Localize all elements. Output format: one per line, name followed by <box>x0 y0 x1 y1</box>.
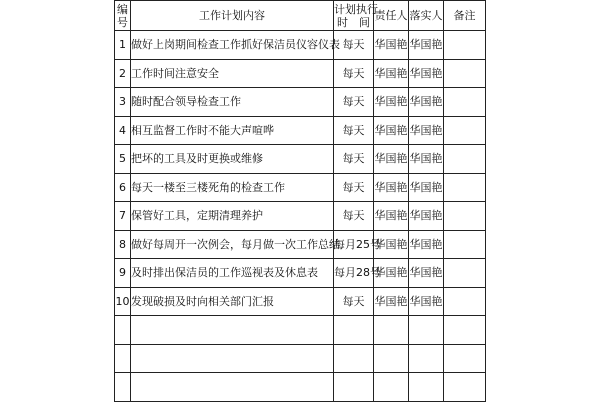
row-execution-time: 每天 <box>334 202 374 231</box>
row-remarks <box>444 116 486 145</box>
row-execution-time <box>334 373 374 402</box>
row-implementer: 华国艳 <box>409 145 444 174</box>
row-responsible-person: 华国艳 <box>374 202 409 231</box>
row-plan-content: 每天一楼至三楼死角的检查工作 <box>131 173 334 202</box>
row-execution-time <box>334 344 374 373</box>
row-execution-time: 每天 <box>334 59 374 88</box>
row-implementer <box>409 344 444 373</box>
table-row <box>115 31 486 60</box>
row-plan-content: 把坏的工具及时更换或维修 <box>131 145 334 174</box>
header-number-line2: 号 <box>117 15 128 29</box>
row-number <box>115 373 131 402</box>
table-row <box>115 259 486 288</box>
work-plan-table <box>114 0 486 402</box>
row-number: 7 <box>115 202 131 231</box>
row-number: 5 <box>115 145 131 174</box>
row-remarks <box>444 31 486 60</box>
table-header-row <box>115 1 486 31</box>
row-implementer: 华国艳 <box>409 116 444 145</box>
row-responsible-person: 华国艳 <box>374 116 409 145</box>
row-remarks <box>444 88 486 117</box>
row-remarks <box>444 145 486 174</box>
row-execution-time: 每天 <box>334 116 374 145</box>
row-number: 4 <box>115 116 131 145</box>
row-number: 1 <box>115 31 131 60</box>
table-row <box>115 344 486 373</box>
row-responsible-person: 华国艳 <box>374 230 409 259</box>
row-implementer <box>409 373 444 402</box>
header-number-line1: 编 <box>117 2 128 16</box>
row-implementer: 华国艳 <box>409 287 444 316</box>
row-implementer: 华国艳 <box>409 88 444 117</box>
row-implementer: 华国艳 <box>409 259 444 288</box>
table-row <box>115 173 486 202</box>
table-row <box>115 316 486 345</box>
header-execution-time <box>334 1 378 31</box>
row-plan-content: 做好每周开一次例会，每月做一次工作总结 <box>131 230 334 259</box>
row-responsible-person <box>374 316 409 345</box>
table-row <box>115 88 486 117</box>
row-remarks <box>444 259 486 288</box>
header-implementer: 落实人 <box>409 1 444 31</box>
row-plan-content: 相互监督工作时不能大声喧哗 <box>131 116 334 145</box>
row-plan-content: 保管好工具，定期清理养护 <box>131 202 334 231</box>
row-plan-content: 工作时间注意安全 <box>131 59 334 88</box>
row-responsible-person: 华国艳 <box>374 287 409 316</box>
header-number <box>115 1 131 31</box>
row-plan-content: 做好上岗期间检查工作抓好保洁员仪容仪表 <box>131 31 334 60</box>
row-plan-content: 及时排出保洁员的工作巡视表及休息表 <box>131 259 334 288</box>
row-plan-content: 随时配合领导检查工作 <box>131 88 334 117</box>
row-number: 9 <box>115 259 131 288</box>
header-remarks: 备注 <box>444 1 486 31</box>
row-responsible-person <box>374 373 409 402</box>
row-implementer: 华国艳 <box>409 173 444 202</box>
row-number <box>115 316 131 345</box>
row-execution-time: 每月25号 <box>334 230 374 259</box>
row-responsible-person: 华国艳 <box>374 88 409 117</box>
row-remarks <box>444 344 486 373</box>
row-plan-content <box>131 373 334 402</box>
row-plan-content: 发现破损及时向相关部门汇报 <box>131 287 334 316</box>
row-responsible-person: 华国艳 <box>374 59 409 88</box>
header-plan-content: 工作计划内容 <box>131 1 334 31</box>
row-execution-time: 每天 <box>334 287 374 316</box>
table-row <box>115 59 486 88</box>
table-row <box>115 145 486 174</box>
header-execution-time-line2: 时 间 <box>337 15 370 29</box>
table-row <box>115 230 486 259</box>
row-remarks <box>444 202 486 231</box>
table-row <box>115 373 486 402</box>
row-plan-content <box>131 316 334 345</box>
header-responsible-person: 责任人 <box>374 1 409 31</box>
row-number: 2 <box>115 59 131 88</box>
row-implementer: 华国艳 <box>409 31 444 60</box>
row-remarks <box>444 230 486 259</box>
row-remarks <box>444 373 486 402</box>
row-execution-time: 每天 <box>334 145 374 174</box>
row-number: 3 <box>115 88 131 117</box>
row-responsible-person: 华国艳 <box>374 259 409 288</box>
table-row <box>115 116 486 145</box>
row-responsible-person: 华国艳 <box>374 31 409 60</box>
table-row <box>115 202 486 231</box>
row-responsible-person: 华国艳 <box>374 145 409 174</box>
table-row <box>115 287 486 316</box>
row-remarks <box>444 59 486 88</box>
row-execution-time <box>334 316 374 345</box>
row-number: 6 <box>115 173 131 202</box>
row-responsible-person: 华国艳 <box>374 173 409 202</box>
row-number: 8 <box>115 230 131 259</box>
row-implementer: 华国艳 <box>409 202 444 231</box>
row-remarks <box>444 316 486 345</box>
row-execution-time: 每月28号 <box>334 259 374 288</box>
row-remarks <box>444 287 486 316</box>
row-implementer: 华国艳 <box>409 59 444 88</box>
row-execution-time: 每天 <box>334 31 374 60</box>
header-execution-time-line1: 计划执行 <box>334 2 378 16</box>
row-number: 10 <box>115 287 131 316</box>
row-number <box>115 344 131 373</box>
row-implementer: 华国艳 <box>409 230 444 259</box>
table-body <box>115 31 486 402</box>
row-execution-time: 每天 <box>334 88 374 117</box>
row-plan-content <box>131 344 334 373</box>
row-implementer <box>409 316 444 345</box>
row-remarks <box>444 173 486 202</box>
row-responsible-person <box>374 344 409 373</box>
row-execution-time: 每天 <box>334 173 374 202</box>
